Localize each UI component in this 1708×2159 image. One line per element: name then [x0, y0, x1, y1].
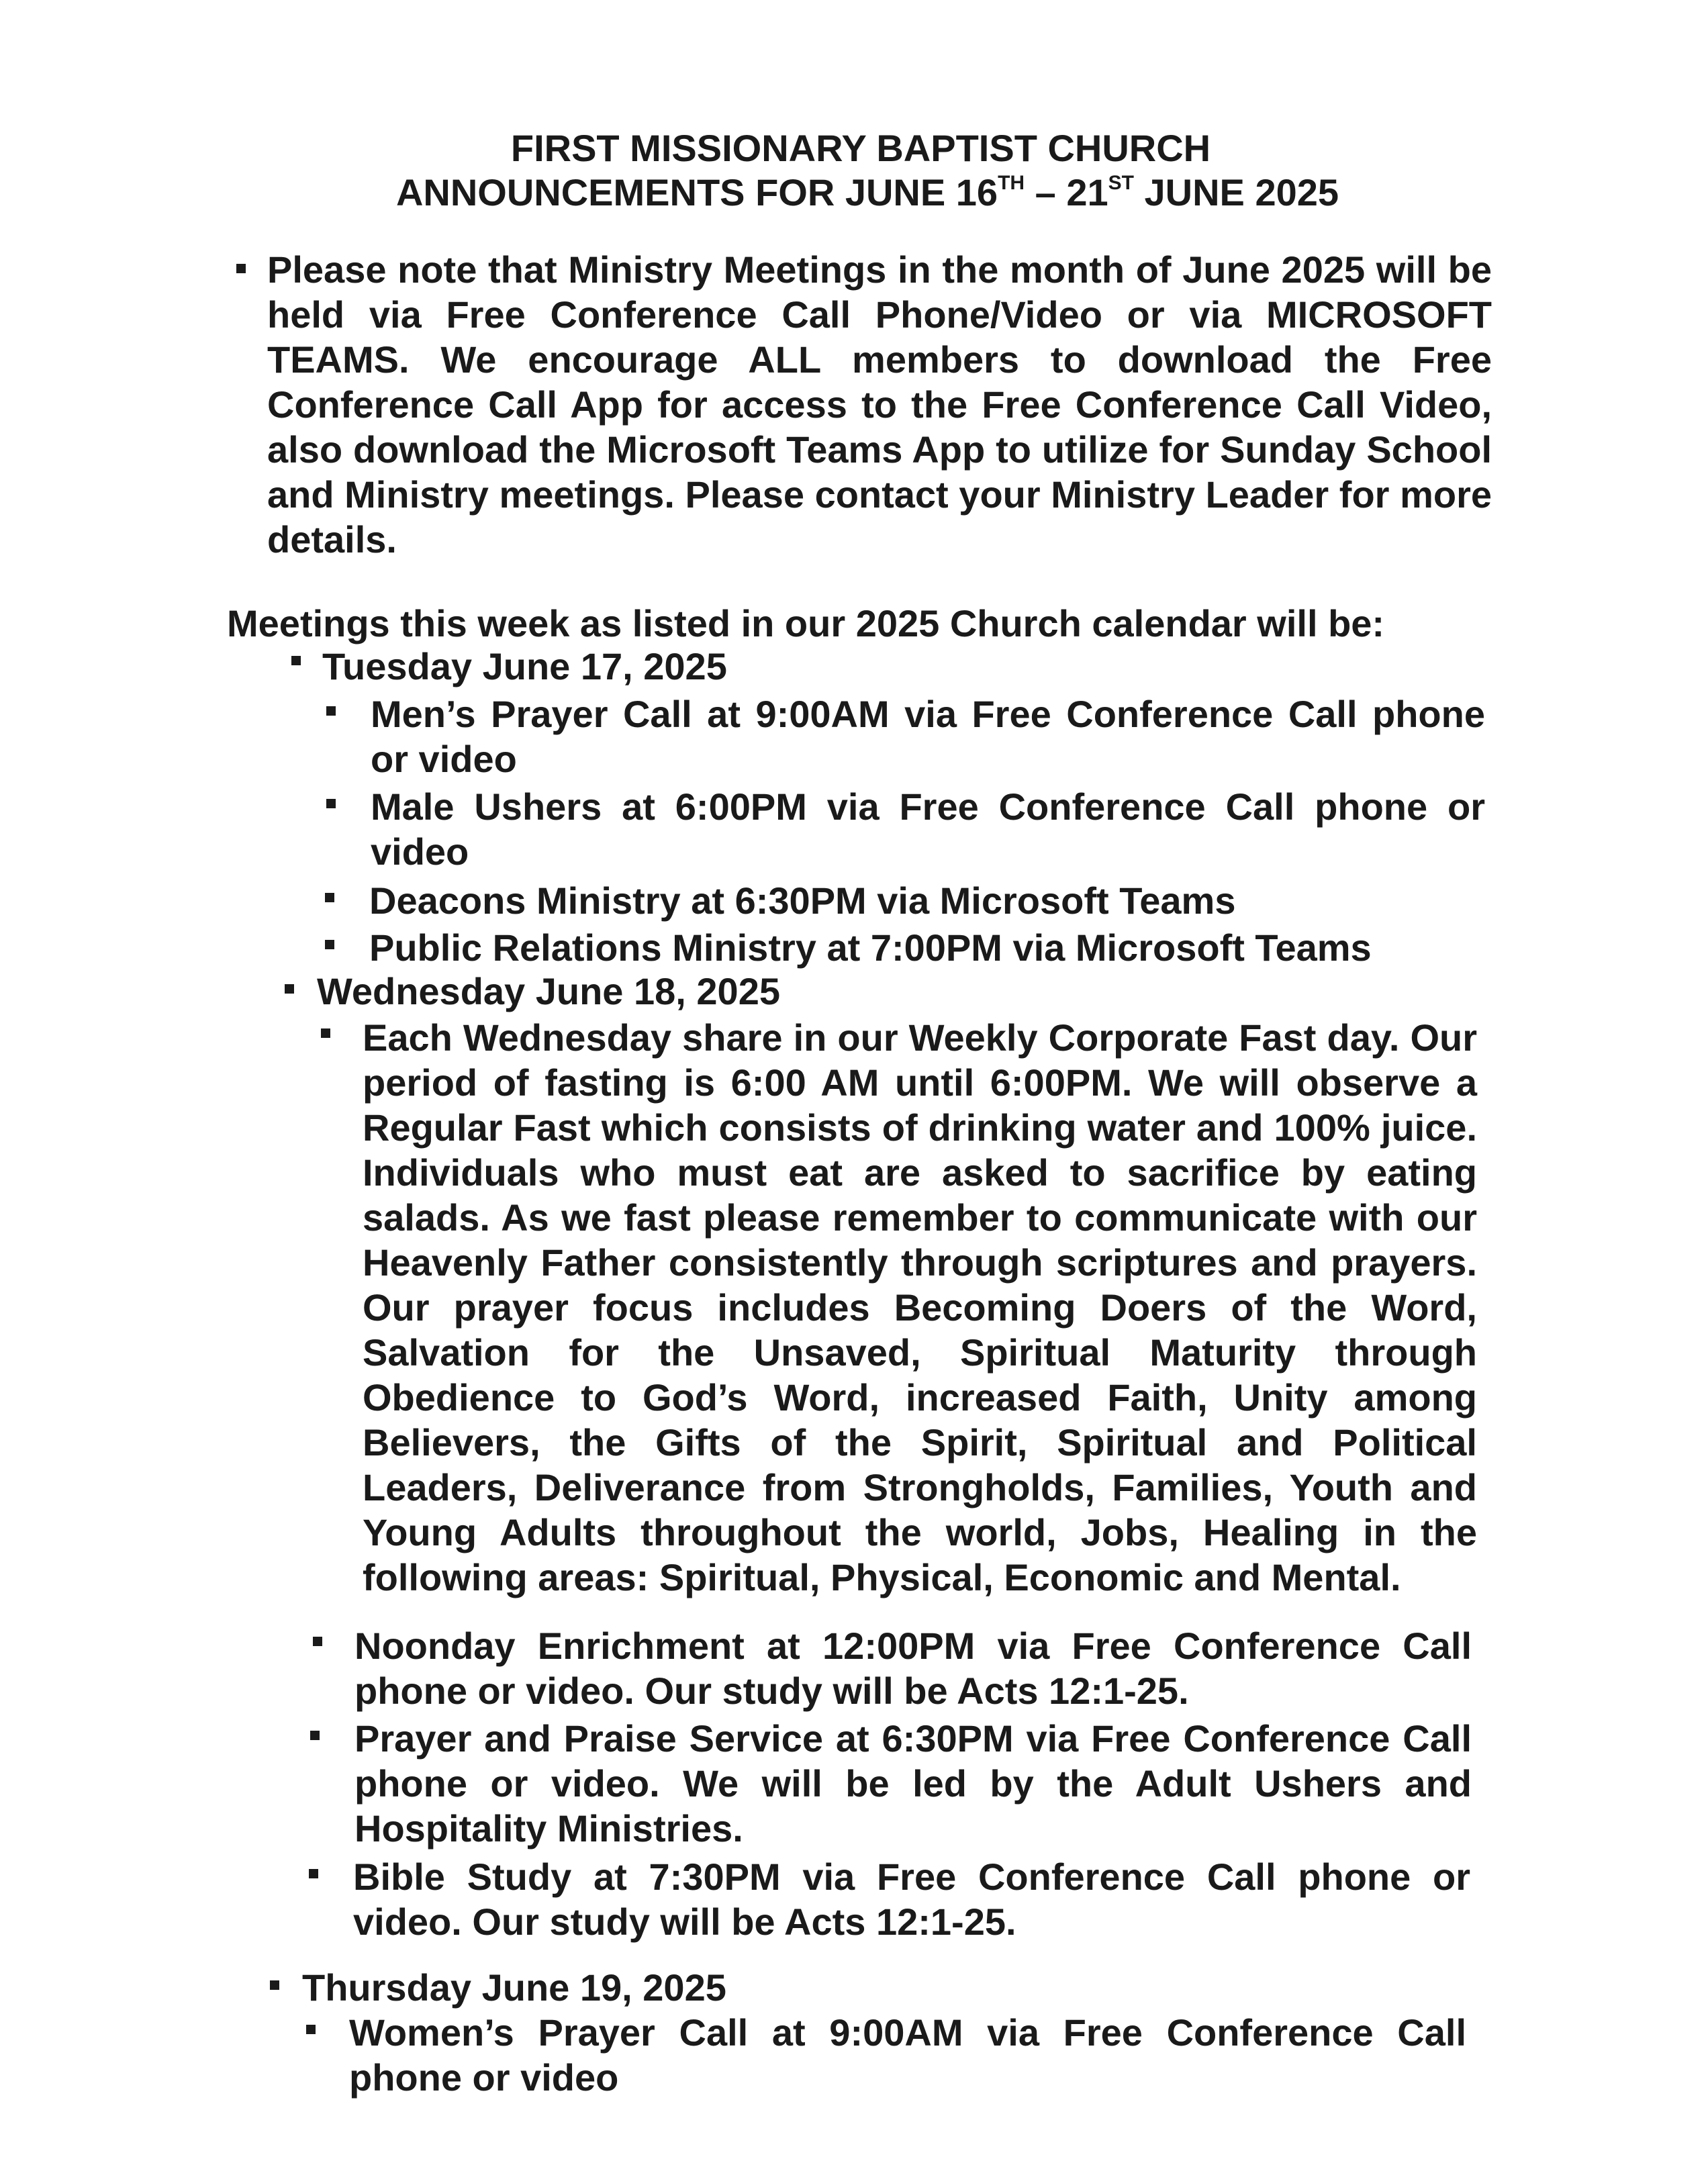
bullet-icon — [321, 1028, 330, 1038]
meeting-item: Women’s Prayer Call at 9:00AM via Free Conference Call phone or video — [349, 2011, 1466, 2099]
bullet-icon — [270, 1980, 279, 1990]
church-name-title: FIRST MISSIONARY BAPTIST CHURCH — [510, 127, 1211, 169]
meeting-item: Men’s Prayer Call at 9:00AM via Free Conference Call phone or video — [371, 693, 1485, 780]
bullet-icon — [313, 1637, 322, 1646]
day-heading-tuesday: Tuesday June 17, 2025 — [322, 645, 727, 687]
meetings-intro-text: Meetings this week as listed in our 2025 Church calendar will be: — [227, 602, 1385, 644]
title-superscript-th: TH — [998, 172, 1025, 194]
intro-announcement-text: Please note that Ministry Meetings in the month of June 2025 will be held via Free Conference Call Phone/Video or via MICROSOFT TEAMS. We encourage ALL members to download the Free Conference Call App for access to the Free Conference Call Video, also download the Microsoft Teams App to utilize for Sunday School and Ministry meetings. Please contact your Ministry Leader for more details. — [267, 248, 1492, 561]
title-prefix: ANNOUNCEMENTS FOR JUNE 16 — [395, 171, 998, 213]
bullet-icon — [310, 1731, 320, 1740]
title-superscript-st: ST — [1108, 172, 1134, 194]
bullet-icon — [236, 264, 246, 273]
bullet-icon — [325, 940, 334, 949]
bullet-icon — [291, 656, 301, 665]
bullet-icon — [285, 984, 294, 994]
title-suffix: JUNE 2025 — [1133, 171, 1339, 213]
day-heading-thursday: Thursday June 19, 2025 — [302, 1966, 726, 2009]
meeting-item: Each Wednesday share in our Weekly Corporate Fast day. Our period of fasting is 6:00 AM until 6:00PM. We will observe a Regular Fast which consists of drinking water and 100% juice. Individuals who must eat are asked to sacrifice by eating salads. As we fast please remember to communicate with our Heavenly Father consistently through scriptures and prayers. Our prayer focus includes Becoming Doers of the Word, Salvation for the Unsaved, Spiritual Maturity through Obedience to God’s Word, increased Faith, Unity among Believers, the Gifts of the Spirit, Spiritual and Political Leaders, Deliverance from Strongholds, Families, Youth and Young Adults throughout the world, Jobs, Healing in the following areas: Spiritual, Physical, Economic and Mental. — [363, 1016, 1477, 1598]
bullet-icon — [306, 2025, 316, 2034]
day-heading-wednesday: Wednesday June 18, 2025 — [317, 970, 780, 1012]
bullet-icon — [309, 1869, 318, 1878]
meeting-item: Bible Study at 7:30PM via Free Conference Call phone or video. Our study will be Acts 12:1-25. — [353, 1856, 1470, 1943]
bullet-icon — [325, 893, 334, 902]
meeting-item: Public Relations Ministry at 7:00PM via Microsoft Teams — [369, 926, 1372, 969]
bullet-icon — [326, 799, 336, 808]
bullet-icon — [326, 706, 336, 716]
meeting-item: Noonday Enrichment at 12:00PM via Free Conference Call phone or video. Our study will be Acts 12:1-25. — [354, 1625, 1472, 1712]
meeting-item: Male Ushers at 6:00PM via Free Conference Call phone or video — [371, 785, 1485, 873]
title-mid: – 21 — [1025, 171, 1108, 213]
meeting-item: Deacons Ministry at 6:30PM via Microsoft Teams — [369, 879, 1236, 922]
meeting-item: Prayer and Praise Service at 6:30PM via Free Conference Call phone or video. We will be led by the Adult Ushers and Hospitality Ministries. — [354, 1717, 1472, 1850]
announcements-date-title — [0, 171, 1708, 215]
